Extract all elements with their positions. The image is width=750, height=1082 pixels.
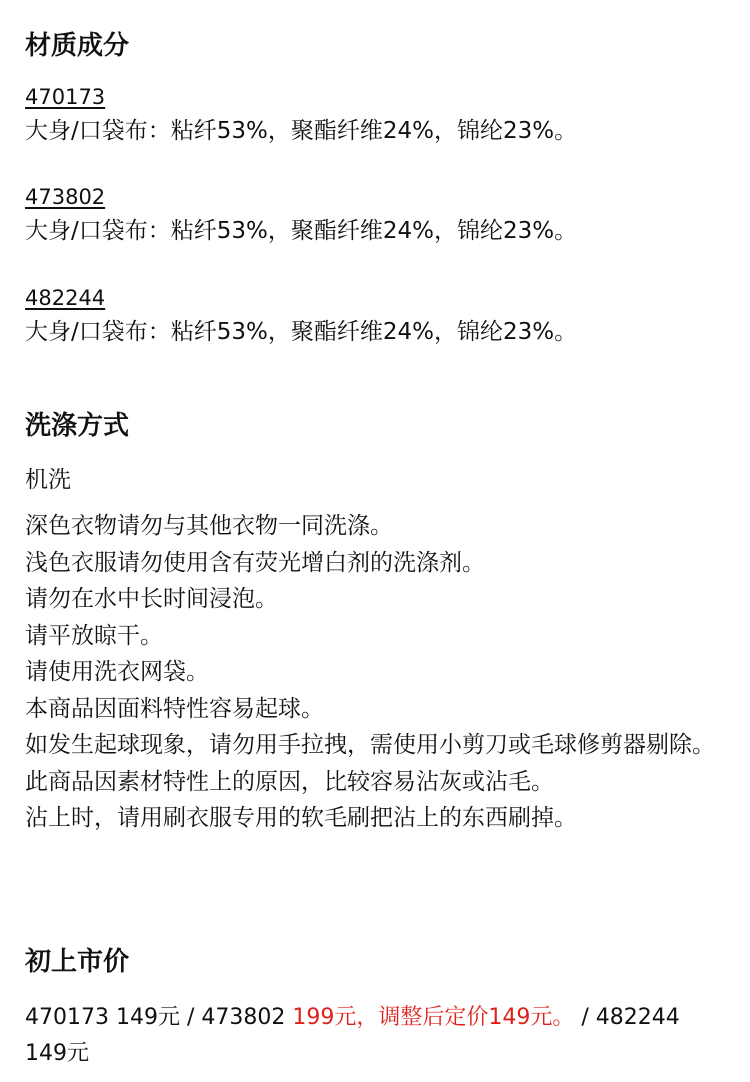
price-text-regular-2: / 482244 149元 [25, 1005, 680, 1066]
product-code-1: 470173 [25, 85, 106, 109]
washing-instruction-line: 此商品因素材特性上的原因，比较容易沾灰或沾毛。 [25, 768, 554, 795]
washing-instruction-line: 请勿在水中长时间浸泡。 [25, 586, 278, 612]
washing-method: 机洗 [25, 467, 71, 493]
washing-instruction-line: 本商品因面料特性容易起球。 [25, 695, 324, 722]
material-composition-3: 大身/口袋布：粘纤53%，聚酯纤维24%，锦纶23%。 [25, 319, 578, 345]
product-code-3: 482244 [25, 286, 106, 310]
washing-instruction-line: 请平放晾干。 [25, 622, 163, 649]
material-composition-1: 大身/口袋布：粘纤53%，聚酯纤维24%，锦纶23%。 [25, 118, 578, 144]
material-composition-2: 大身/口袋布：粘纤53%，聚酯纤维24%，锦纶23%。 [25, 218, 578, 244]
price-adjustment-note: 199元，调整后定价149元。 [292, 1005, 575, 1030]
price-info [25, 1000, 727, 1072]
washing-instruction-line: 如发生起球现象，请勿用手拉拽，需使用小剪刀或毛球修剪器剔除。 [25, 732, 715, 758]
price-text-regular: 470173 149元 / 473802 [25, 1005, 293, 1030]
washing-instruction-line: 沾上时，请用刷衣服专用的软毛刷把沾上的东西刷掉。 [25, 805, 577, 831]
product-code-2: 473802 [25, 185, 106, 209]
price-section-title: 初上市价 [25, 947, 130, 977]
washing-instructions [25, 508, 727, 837]
washing-instruction-line: 请使用洗衣网袋。 [25, 659, 209, 685]
washing-instruction-line: 深色衣物请勿与其他衣物一同洗涤。 [25, 513, 393, 539]
washing-instruction-line: 浅色衣服请勿使用含有荧光增白剂的洗涤剂。 [25, 549, 485, 576]
material-section-title: 材质成分 [25, 31, 130, 61]
washing-section-title: 洗涤方式 [25, 411, 130, 441]
